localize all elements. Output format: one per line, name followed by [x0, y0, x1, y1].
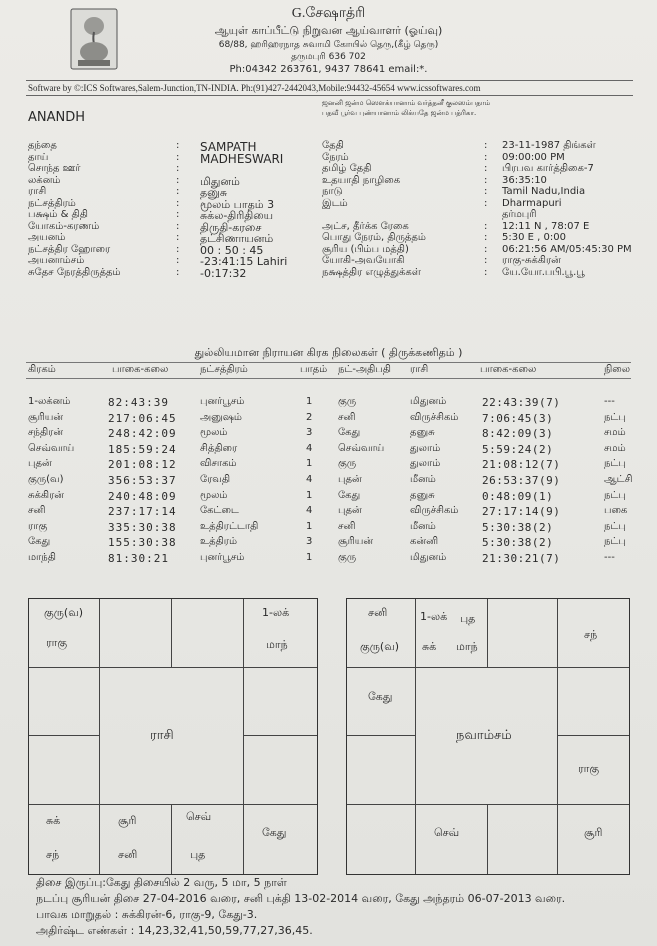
- detail-right-colon: :: [484, 151, 488, 163]
- table-cell: புதன்: [338, 474, 362, 485]
- table-cell: தனுசு: [410, 427, 435, 439]
- detail-right-colon: :: [484, 255, 488, 266]
- navamsa-mesham-1: 1-லக்: [420, 610, 448, 623]
- address-line-2: தருமபுரி 636 702: [291, 52, 366, 62]
- detail-left-value: MADHESWARI: [200, 151, 284, 166]
- table-cell: 1: [306, 552, 313, 563]
- detail-right-value: 5:30 E , 0:00: [502, 232, 566, 243]
- dasa-balance: திசை இருப்பு:கேது திசையில் 2 வரு, 5 மா, 5 நாள்: [36, 876, 287, 889]
- table-cell: நட்பு: [604, 458, 626, 470]
- detail-right-value: 09:00:00 PM: [502, 151, 565, 163]
- detail-left-label: பக்ஷம் & திதி: [28, 209, 88, 220]
- rasi-mithunam-2: மாந்: [266, 638, 288, 651]
- table-cell: 356:53:37: [108, 474, 177, 487]
- detail-left-label: நட்சத்திர ஹோரை: [28, 243, 111, 255]
- table-cell: 81:30:21: [108, 552, 169, 565]
- table-cell: 82:43:39: [108, 396, 169, 409]
- table-cell: ரேவதி: [200, 474, 231, 485]
- detail-right-value: ராகு-சுக்கிரன்: [502, 255, 561, 266]
- detail-left-label: தாய்: [28, 151, 49, 163]
- rasi-thulam-1: சூரி: [118, 814, 137, 827]
- detail-right-value: 12:11 N , 78:07 E: [502, 220, 590, 232]
- detail-left-value: SAMPATH: [200, 140, 257, 154]
- table-header-cell: நிலை: [604, 364, 631, 375]
- detail-left-label: லக்னம்: [28, 174, 61, 186]
- detail-left-value: சுக்ல-திரிதியை: [200, 209, 274, 222]
- table-cell: 4: [306, 505, 313, 517]
- table-cell: கேது: [338, 427, 361, 439]
- rasi-meenam-2: ராகு: [46, 636, 68, 649]
- detail-left-value: மிதுனம்: [200, 174, 240, 188]
- detail-right-value: யே.யோ.பபி.பூ.பூ: [502, 266, 585, 278]
- detail-right-colon: :: [484, 174, 488, 186]
- table-header-cell: நட்சத்திரம்: [200, 364, 248, 375]
- table-cell: 240:48:09: [108, 489, 177, 503]
- table-cell: சனி: [338, 520, 356, 532]
- detail-right-label: தேதி: [322, 140, 344, 151]
- navamsa-katakam: ராகு: [578, 762, 600, 775]
- navamsa-kumbam: கேது: [368, 690, 393, 703]
- table-cell: குரு: [338, 396, 357, 407]
- table-cell: ---: [604, 396, 615, 407]
- table-cell: 5:59:24(2): [482, 442, 554, 456]
- navamsa-kanni: சூரி: [584, 826, 603, 839]
- table-cell: மீனம்: [410, 474, 436, 485]
- table-cell: 1-லக்னம்: [28, 396, 71, 407]
- table-cell: மிதுனம்: [410, 396, 447, 407]
- table-cell: புதன்: [28, 458, 52, 470]
- table-cell: குரு(வ): [28, 474, 64, 485]
- navamsa-thulam: செவ்: [434, 826, 460, 839]
- table-cell: செவ்வாய்: [338, 442, 385, 454]
- detail-left-colon: :: [176, 174, 180, 186]
- table-cell: கேட்டை: [200, 505, 239, 517]
- table-cell: மிதுனம்: [410, 552, 447, 563]
- detail-left-label: ராசி: [28, 186, 47, 197]
- table-header-cell: பாகை-கலை: [480, 364, 537, 375]
- table-cell: ராகு: [28, 520, 48, 532]
- sloka-line-1: ஜனனி ஜன்ம ஸௌக்யானாம் வர்த்தனீ குலஸம்பதாம்: [322, 99, 491, 107]
- detail-right-label: யோகி-அவயோகி: [322, 255, 405, 266]
- detail-left-label: அயனாம்சம்: [28, 255, 85, 266]
- table-cell: 217:06:45: [108, 411, 177, 425]
- navamsa-meenam-2: குரு(வ): [360, 640, 400, 653]
- detail-left-label: சொந்த ஊர்: [28, 163, 81, 174]
- detail-right-value: 36:35:10: [502, 174, 547, 186]
- table-cell: கேது: [338, 489, 361, 501]
- detail-right-colon: :: [484, 220, 488, 232]
- rasi-kanni-1: செவ்: [186, 810, 212, 823]
- table-cell: 2: [306, 411, 313, 423]
- navamsa-mesham-3: புத: [460, 612, 476, 625]
- table-cell: 5:30:38(2): [482, 520, 554, 534]
- rasi-kanni-2: புத: [190, 848, 206, 861]
- navamsa-meenam-1: சனி: [368, 606, 388, 619]
- address-line-1: 68/88, ஹரிஹரநாத சுவாமி கோயில் தெரு,(கீழ் தெரு): [218, 40, 439, 50]
- detail-right-value: பிரபவ கார்த்திகை-7: [502, 163, 594, 174]
- table-header-cell: பாகை-கலை: [112, 364, 169, 375]
- detail-right-label: தமிழ் தேதி: [322, 163, 372, 174]
- detail-left-colon: :: [176, 151, 180, 163]
- table-cell: 8:42:09(3): [482, 427, 554, 441]
- detail-right-label: நக்ஷத்திர எழுத்துக்கள்: [322, 266, 421, 278]
- table-cell: 1: [306, 520, 313, 532]
- detail-right-colon: :: [484, 140, 488, 151]
- table-cell: நட்பு: [604, 520, 626, 532]
- detail-left-colon: :: [176, 255, 180, 266]
- detail-right-label: நாடு: [322, 186, 343, 197]
- table-cell: 1: [306, 489, 313, 501]
- table-cell: விருச்சிகம்: [410, 411, 459, 423]
- navamsa-mesham-2: சுக்: [422, 640, 437, 653]
- detail-left-value: 00 : 50 : 45: [200, 243, 264, 257]
- detail-right-label: அட்ச, தீர்க்க ரேகை: [322, 220, 409, 232]
- detail-left-colon: :: [176, 220, 180, 232]
- detail-right-label: நேரம்: [322, 151, 349, 163]
- table-cell: மூலம்: [200, 489, 228, 501]
- table-cell: 155:30:38: [108, 536, 177, 550]
- table-header-cell: ராசி: [410, 364, 429, 375]
- detail-right-colon: :: [484, 266, 488, 278]
- table-cell: சுக்கிரன்: [28, 489, 64, 501]
- table-cell: சூரியன்: [338, 536, 374, 548]
- detail-left-value: -23:41:15 Lahiri: [200, 255, 288, 268]
- rasi-mithunam-1: 1-லக்: [262, 606, 290, 619]
- detail-left-label: யோகம்-கரணம்: [28, 220, 100, 232]
- table-cell: 1: [306, 458, 313, 470]
- person-name: ANANDH: [28, 110, 86, 125]
- table-cell: 26:53:37(9): [482, 474, 561, 487]
- table-cell: குரு: [338, 552, 357, 563]
- astrologer-title: ஆயுள் காப்பீட்டு நிறுவன ஆய்வாளர் (ஓய்வு): [214, 24, 443, 37]
- detail-left-colon: :: [176, 197, 180, 209]
- bhava-change: பாவக மாறுதல் : சுக்கிரன்-6, ராகு-9, கேது-3.: [36, 908, 258, 921]
- detail-right-label: பொது நேரம், திருத்தம்: [322, 232, 426, 243]
- table-cell: அனுஷம்: [200, 411, 242, 423]
- rasi-vrischikam-2: சந்: [46, 848, 60, 861]
- table-cell: 0:48:09(1): [482, 489, 554, 503]
- detail-left-colon: :: [176, 243, 180, 255]
- detail-right-value: 06:21:56 AM/05:45:30 PM: [502, 243, 632, 255]
- table-cell: 3: [306, 427, 313, 439]
- detail-right-value: 23-11-1987 திங்கள்: [502, 140, 596, 151]
- detail-right-colon: :: [484, 197, 488, 209]
- detail-left-value: திருதி-கரசை: [200, 220, 262, 234]
- rasi-center-label: ராசி: [150, 728, 174, 743]
- detail-left-value: -0:17:32: [200, 266, 247, 280]
- table-cell: துலாம்: [410, 442, 441, 454]
- table-cell: விருச்சிகம்: [410, 505, 459, 517]
- detail-right-colon: :: [484, 243, 488, 255]
- table-cell: கன்னி: [410, 536, 439, 548]
- astrologer-name: G.சேஷாத்ரி: [291, 6, 366, 21]
- detail-right-label: இடம்: [322, 197, 348, 209]
- table-cell: 5:30:38(2): [482, 536, 554, 550]
- detail-left-colon: :: [176, 209, 180, 220]
- detail-left-value: தட்சிணாயனம்: [200, 232, 274, 245]
- table-cell: சூரியன்: [28, 411, 64, 423]
- sloka-line-2: பதவீ பூர்வ புண்யானாம் லிக்யதே ஜன்ம பத்ரிகா.: [322, 109, 477, 117]
- table-cell: குரு: [338, 458, 357, 470]
- table-cell: 248:42:09: [108, 427, 177, 441]
- detail-left-label: அயனம்: [28, 232, 66, 243]
- table-cell: கேது: [28, 536, 51, 548]
- detail-left-colon: :: [176, 186, 180, 197]
- table-cell: புனர்பூசம்: [200, 396, 245, 407]
- detail-left-colon: :: [176, 163, 180, 174]
- table-cell: விசாகம்: [200, 458, 237, 470]
- table-cell: உத்திரட்டாதி: [200, 520, 259, 532]
- table-cell: நட்பு: [604, 411, 626, 423]
- detail-left-value: தனுசு: [200, 186, 228, 199]
- software-credit: Software by ©:ICS Softwares,Salem-Junction,TN-INDIA. Ph:(91)427-2442043,Mobile:94432-45654 www.icssoftwares.com: [26, 80, 633, 96]
- table-top-rule: [26, 362, 631, 363]
- table-cell: தனுசு: [410, 489, 435, 501]
- rasi-kanni: கேது: [262, 826, 287, 839]
- table-cell: சனி: [338, 411, 356, 423]
- table-cell: சமம்: [604, 427, 626, 439]
- table-cell: சனி: [28, 505, 46, 517]
- table-cell: 1: [306, 396, 313, 407]
- table-cell: ஆட்சி: [604, 474, 633, 485]
- detail-right-label: சூரிய (பிம்ப மத்தி): [322, 243, 409, 255]
- table-cell: 27:17:14(9): [482, 505, 561, 519]
- table-cell: சந்திரன்: [28, 427, 64, 439]
- table-header-cell: கிரகம்: [28, 364, 56, 375]
- table-cell: 4: [306, 442, 313, 454]
- table-header-rule: [26, 378, 631, 379]
- rasi-vrischikam-1: சுக்: [46, 814, 61, 827]
- detail-right-colon: :: [484, 186, 488, 197]
- current-dasa: நடப்பு சூரியன் திசை 27-04-2016 வரை, சனி புக்தி 13-02-2014 வரை, கேது அந்தரம் 06-07-2013 வரை.: [36, 892, 566, 905]
- table-cell: மூலம்: [200, 427, 228, 439]
- table-cell: பகை: [604, 505, 628, 517]
- detail-right-value: Dharmapuri: [502, 197, 562, 209]
- rasi-thulam-2: சனி: [118, 848, 138, 861]
- navamsa-mesham-4: மாந்: [456, 640, 478, 653]
- detail-left-label: சுதேச நேரத்திருத்தம்: [28, 266, 121, 278]
- detail-left-value: மூலம் பாதம் 3: [200, 197, 275, 211]
- detail-left-colon: :: [176, 266, 180, 278]
- planet-table-title: துல்லியமான நிராயன கிரக நிலைகள் ( திருக்கணிதம் ): [194, 346, 463, 359]
- detail-left-colon: :: [176, 232, 180, 243]
- table-cell: 22:43:39(7): [482, 396, 561, 409]
- table-cell: 185:59:24: [108, 442, 177, 456]
- table-cell: மாந்தி: [28, 552, 56, 563]
- table-cell: 3: [306, 536, 313, 548]
- table-cell: நட்பு: [604, 489, 626, 501]
- table-cell: உத்திரம்: [200, 536, 237, 548]
- table-cell: சமம்: [604, 442, 626, 454]
- table-cell: 7:06:45(3): [482, 411, 554, 425]
- table-cell: துலாம்: [410, 458, 441, 470]
- table-cell: புதன்: [338, 505, 362, 517]
- table-cell: ---: [604, 552, 615, 563]
- detail-left-label: தந்தை: [28, 140, 57, 151]
- detail-left-colon: :: [176, 140, 180, 151]
- table-cell: 201:08:12: [108, 458, 177, 472]
- detail-right-value: தர்மபுரி: [502, 209, 537, 220]
- table-cell: செவ்வாய்: [28, 442, 75, 454]
- navamsa-center-label: நவாம்சம்: [456, 728, 512, 743]
- table-cell: புனர்பூசம்: [200, 552, 245, 563]
- table-cell: சித்திரை: [200, 442, 238, 454]
- table-cell: 21:08:12(7): [482, 458, 561, 472]
- rasi-meenam-1: குரு(வ): [44, 606, 84, 619]
- detail-right-colon: :: [484, 163, 488, 174]
- detail-right-value: Tamil Nadu,India: [502, 186, 586, 197]
- table-cell: நட்பு: [604, 536, 626, 548]
- phone-line: Ph:04342 263761, 9437 78641 email:*.: [229, 64, 428, 75]
- table-cell: 237:17:14: [108, 505, 177, 519]
- detail-left-label: நட்சத்திரம்: [28, 197, 76, 209]
- table-cell: 4: [306, 474, 313, 485]
- detail-right-colon: :: [484, 232, 488, 243]
- table-cell: 21:30:21(7): [482, 552, 561, 565]
- detail-right-label: உதயாதி நாழிகை: [322, 174, 401, 186]
- table-cell: 335:30:38: [108, 520, 177, 534]
- table-header-cell: நட்-அதிபதி: [338, 364, 391, 375]
- navamsa-mithunam: சந்: [584, 628, 598, 641]
- table-header-cell: பாதம்: [300, 364, 328, 375]
- lucky-numbers: அதிர்ஷ்ட எண்கள் : 14,23,32,41,50,59,77,27,36,45.: [36, 924, 313, 937]
- table-cell: மீனம்: [410, 520, 436, 532]
